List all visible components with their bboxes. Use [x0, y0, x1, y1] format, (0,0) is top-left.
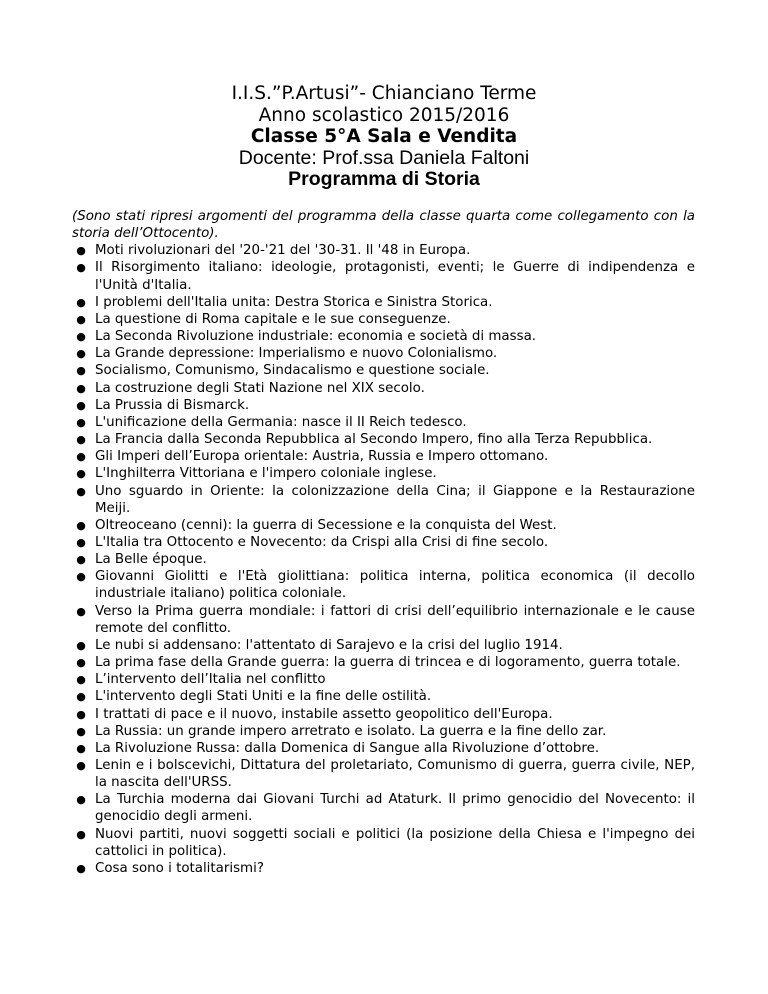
topic-text: La Grande depressione: Imperialismo e nuovo Colonialismo. [95, 346, 498, 362]
list-item [72, 688, 695, 705]
bullet-icon: ● [76, 364, 86, 378]
list-item [72, 568, 695, 602]
topic-text: I trattati di pace e il nuovo, instabile assetto geopolitico dell'Europa. [95, 706, 553, 722]
topic-text: La Turchia moderna dai Giovani Turchi ad Ataturk. Il primo genocidio del Novecento: il genocidio degli armeni. [95, 792, 695, 825]
topic-text: L'Italia tra Ottocento e Novecento: da Crispi alla Crisi di fine secolo. [95, 534, 549, 550]
topic-text: L’intervento dell’Italia nel conflitto [95, 672, 326, 688]
topic-text: Gli Imperi dell’Europa orientale: Austria, Russia e Impero ottomano. [95, 449, 549, 465]
list-item [72, 637, 695, 654]
bullet-icon: ● [76, 741, 86, 755]
bullet-icon: ● [76, 570, 86, 584]
list-item [72, 671, 695, 688]
topic-list [72, 242, 695, 877]
topic-text: Moti rivoluzionari del '20-'21 del '30-31. Il '48 in Europa. [95, 243, 471, 259]
topic-text: Cosa sono i totalitarismi? [95, 860, 264, 876]
topic-text: La Seconda Rivoluzione industriale: economia e società di massa. [95, 329, 537, 345]
topic-text: L'intervento degli Stati Uniti e la fine delle ostilità. [95, 689, 432, 705]
topic-text: Uno sguardo in Oriente: la colonizzazione della Cina; il Giappone e la Restaurazione Meiji. [95, 483, 695, 516]
bullet-icon: ● [76, 244, 86, 258]
intro-note: (Sono stati ripresi argomenti del programma della classe quarta come collegamento con la storia dell’Ottocento). [72, 209, 695, 242]
topic-text: La prima fase della Grande guerra: la guerra di trincea e di logoramento, guerra totale. [95, 655, 681, 671]
bullet-icon: ● [76, 295, 86, 309]
bullet-icon: ● [76, 433, 86, 447]
document-body [72, 208, 695, 877]
list-item [72, 448, 695, 465]
bullet-icon: ● [76, 827, 86, 841]
list-item [72, 242, 695, 259]
bullet-icon: ● [76, 793, 86, 807]
list-item [72, 397, 695, 414]
bullet-icon: ● [76, 484, 86, 498]
topic-text: Lenin e i bolscevichi, Dittatura del proletariato, Comunismo di guerra, guerra civile, NEP, la nascita dell'URSS. [95, 758, 695, 791]
bullet-icon: ● [76, 707, 86, 721]
list-item [72, 483, 695, 517]
bullet-icon: ● [76, 415, 86, 429]
topic-text: Oltreoceano (cenni): la guerra di Secessione e la conquista del West. [95, 517, 557, 533]
topic-text: La questione di Roma capitale e le sue conseguenze. [95, 311, 451, 327]
list-item [72, 534, 695, 551]
class-name: Classe 5°A Sala e Vendita [250, 126, 518, 147]
bullet-icon: ● [76, 690, 86, 704]
topic-text: La Belle époque. [95, 552, 207, 568]
school-name: I.I.S.”P.Artusi”- Chianciano Terme [231, 83, 537, 104]
bullet-icon: ● [76, 656, 86, 670]
list-item [72, 757, 695, 791]
topic-text: L'Inghilterra Vittoriana e l'impero coloniale inglese. [95, 466, 437, 482]
topic-text: I problemi dell'Italia unita: Destra Storica e Sinistra Storica. [95, 294, 493, 310]
list-item [72, 860, 695, 877]
list-item [72, 551, 695, 568]
list-item [72, 723, 695, 740]
topic-text: La Prussia di Bismarck. [95, 397, 250, 413]
bullet-icon: ● [76, 759, 86, 772]
bullet-icon: ● [76, 398, 86, 412]
bullet-icon: ● [76, 604, 86, 618]
list-item [72, 654, 695, 671]
bullet-icon: ● [76, 381, 86, 395]
bullet-icon: ● [76, 261, 86, 275]
list-item [72, 740, 695, 757]
topic-text: Il Risorgimento italiano: ideologie, protagonisti, eventi; le Guerre di indipendenza e l'Unità d'Italia. [95, 260, 695, 293]
topic-text: La costruzione degli Stati Nazione nel XIX secolo. [95, 380, 425, 396]
list-item [72, 517, 695, 534]
topic-text: La Russia: un grande impero arretrato e isolato. La guerra e la fine dello zar. [95, 723, 607, 739]
list-item [72, 826, 695, 860]
list-item [72, 414, 695, 431]
topic-text: Nuovi partiti, nuovi soggetti sociali e politici (la posizione della Chiesa e l'impegno dei cattolici in politica). [95, 826, 695, 859]
list-item [72, 345, 695, 362]
topic-text: Verso la Prima guerra mondiale: i fattori di crisi dell’equilibrio internazionale e le cause remote del conflitto. [95, 603, 695, 636]
bullet-icon: ● [76, 638, 86, 652]
topic-text: La Rivoluzione Russa: dalla Domenica di Sangue alla Rivoluzione d’ottobre. [95, 740, 600, 756]
bullet-icon: ● [76, 518, 86, 532]
bullet-icon: ● [76, 553, 86, 567]
bullet-icon: ● [76, 673, 86, 687]
bullet-icon: ● [76, 330, 86, 344]
bullet-icon: ● [76, 467, 86, 481]
document-header [0, 83, 768, 191]
topic-text: L'unificazione della Germania: nasce il II Reich tedesco. [95, 414, 467, 430]
bullet-icon: ● [76, 535, 86, 549]
list-item [72, 362, 695, 379]
bullet-icon: ● [76, 861, 86, 875]
bullet-icon: ● [76, 312, 86, 326]
list-item [72, 380, 695, 397]
list-item [72, 603, 695, 637]
school-year: Anno scolastico 2015/2016 [258, 104, 510, 126]
program-title: Programma di Storia [288, 168, 480, 190]
teacher-name: Docente: Prof.ssa Daniela Faltoni [238, 146, 530, 169]
list-item [72, 259, 695, 293]
topic-text: Giovanni Giolitti e l'Età giolittiana: politica interna, politica economica (il decollo industriale italiano) politica coloniale. [95, 569, 695, 602]
topic-text: Le nubi si addensano: l'attentato di Sarajevo e la crisi del luglio 1914. [95, 637, 563, 653]
list-item [72, 431, 695, 448]
topic-text: La Francia dalla Seconda Repubblica al Secondo Impero, fino alla Terza Repubblica. [95, 432, 653, 448]
list-item [72, 465, 695, 482]
list-item [72, 311, 695, 328]
bullet-icon: ● [76, 347, 86, 361]
list-item [72, 791, 695, 825]
bullet-icon: ● [76, 450, 86, 464]
list-item [72, 294, 695, 311]
bullet-icon: ● [76, 724, 86, 738]
topic-text: Socialismo, Comunismo, Sindacalismo e questione sociale. [95, 363, 490, 379]
list-item [72, 706, 695, 723]
list-item [72, 328, 695, 345]
